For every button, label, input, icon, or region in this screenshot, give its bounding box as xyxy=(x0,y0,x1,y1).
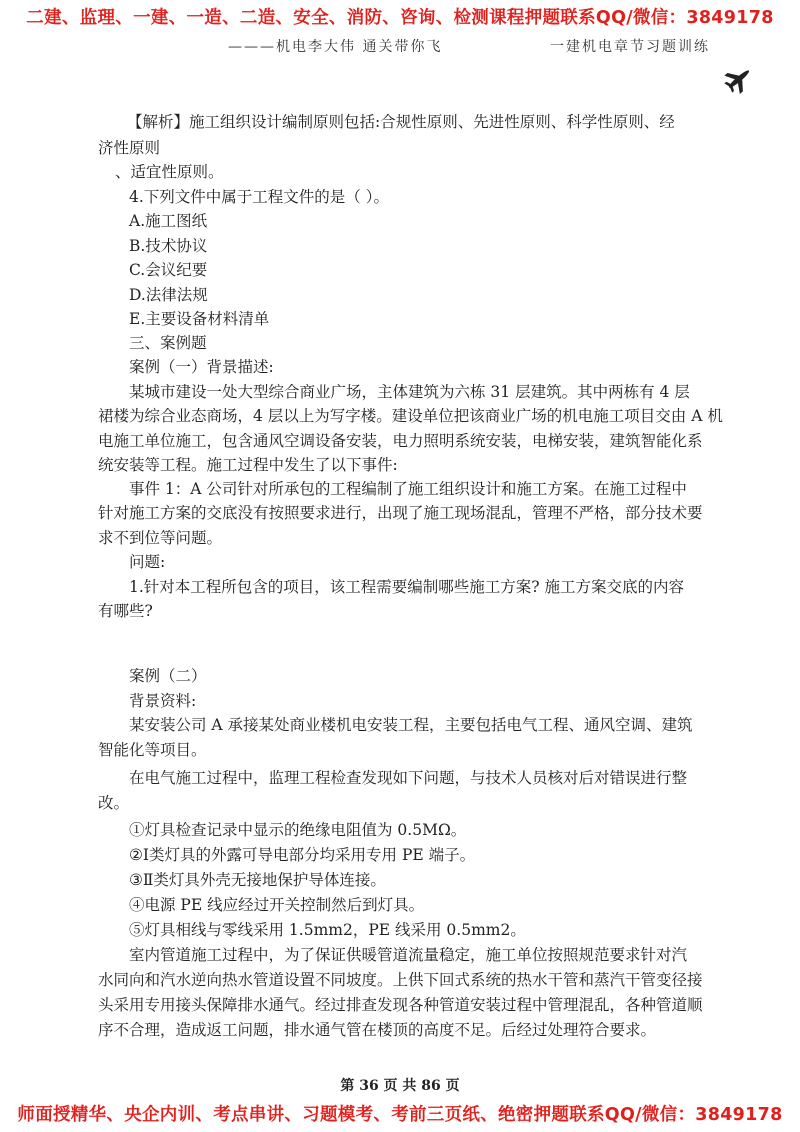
list-item: ③Ⅱ类灯具外壳无接地保护导体连接。 xyxy=(129,871,386,889)
text-line: 水同向和汽水逆向热水管道设置不同坡度。上供下回式系统的热水干管和蒸汽干管变径接 xyxy=(98,971,703,989)
text-line: 1.针对本工程所包含的项目，该工程需要编制哪些施工方案? 施工方案交底的内容 xyxy=(129,578,685,596)
text-line: 针对施工方案的交底没有按照要求进行，出现了施工现场混乱，管理不严格，部分技术要 xyxy=(98,504,703,522)
text-line: 电施工单位施工，包含通风空调设备安装，电力照明系统安装，电梯安装，建筑智能化系 xyxy=(98,432,703,450)
list-item: ⑤灯具相线与零线采用 1.5mm2，PE 线采用 0.5mm2。 xyxy=(129,921,526,939)
text-line: 室内管道施工过程中，为了保证供暖管道流量稳定，施工单位按照规范要求针对汽 xyxy=(129,946,688,964)
option-e: E.主要设备材料清单 xyxy=(129,310,270,328)
question-stem: 4.下列文件中属于工程文件的是（ ）。 xyxy=(129,188,389,206)
section-heading: 三、案例题 xyxy=(129,334,207,352)
text-line: 序不合理，造成返工问题，排水通气管在楼顶的高度不足。后经过处理符合要求。 xyxy=(98,1021,657,1039)
list-item: ①灯具检查记录中显示的绝缘电阻值为 0.5MΩ。 xyxy=(129,821,467,839)
case-heading: 案例（一）背景描述: xyxy=(129,358,274,376)
text-line: 、适宜性原则。 xyxy=(115,163,224,181)
option-d: D.法律法规 xyxy=(129,286,208,304)
text-line: 有哪些? xyxy=(98,602,153,620)
header-author: ———机电李大伟 通关带你飞 xyxy=(228,39,443,55)
text-line: 裙楼为综合业态商场，4 层以上为写字楼。建设单位把该商业广场的机电施工项目交由 A 机 xyxy=(98,407,723,425)
case-heading: 案例（二） xyxy=(129,667,207,685)
question-label: 问题: xyxy=(129,553,166,571)
background-label: 背景资料: xyxy=(129,692,197,710)
text-line: 某城市建设一处大型综合商业广场，主体建筑为六栋 31 层建筑。其中两栋有 4 层 xyxy=(129,383,690,401)
list-item: ④电源 PE 线应经过开关控制然后到灯具。 xyxy=(129,896,425,914)
top-contact-banner: 二建、监理、一建、一造、二造、安全、消防、咨询、检测课程押题联系QQ/微信：3849178 xyxy=(26,8,774,28)
header-title: 一建机电章节习题训练 xyxy=(550,39,710,55)
text-line: 求不到位等问题。 xyxy=(98,529,223,547)
text-line: 事件 1：A 公司针对所承包的工程编制了施工组织设计和施工方案。在施工过程中 xyxy=(129,480,687,498)
text-line: 智能化等项目。 xyxy=(98,741,207,759)
text-line: 某安装公司 A 承接某处商业楼机电安装工程，主要包括电气工程、通风空调、建筑 xyxy=(129,716,693,734)
text-line: 统安装等工程。施工过程中发生了以下事件: xyxy=(98,456,398,474)
option-c: C.会议纪要 xyxy=(129,261,208,279)
page-number: 第 36 页 共 86 页 xyxy=(340,1078,460,1094)
text-line: 改。 xyxy=(98,794,130,812)
bottom-contact-banner: 师面授精华、央企内训、考点串讲、习题模考、考前三页纸、绝密押题联系QQ/微信：3849178 xyxy=(17,1105,783,1125)
option-a: A.施工图纸 xyxy=(129,212,208,230)
list-item: ②Ⅰ类灯具的外露可导电部分均采用专用 PE 端子。 xyxy=(129,846,476,864)
option-b: B.技术协议 xyxy=(129,237,208,255)
text-line: 头采用专用接头保障排水通气。经过排查发现各种管道安装过程中管理混乱，各种管道顺 xyxy=(98,996,703,1014)
text-line: 在电气施工过程中，监理工程检查发现如下问题，与技术人员核对后对错误进行整 xyxy=(129,769,688,787)
text-line: 【解析】施工组织设计编制原则包括:合规性原则、先进性原则、科学性原则、经 xyxy=(127,113,675,131)
text-line: 济性原则 xyxy=(98,139,161,157)
